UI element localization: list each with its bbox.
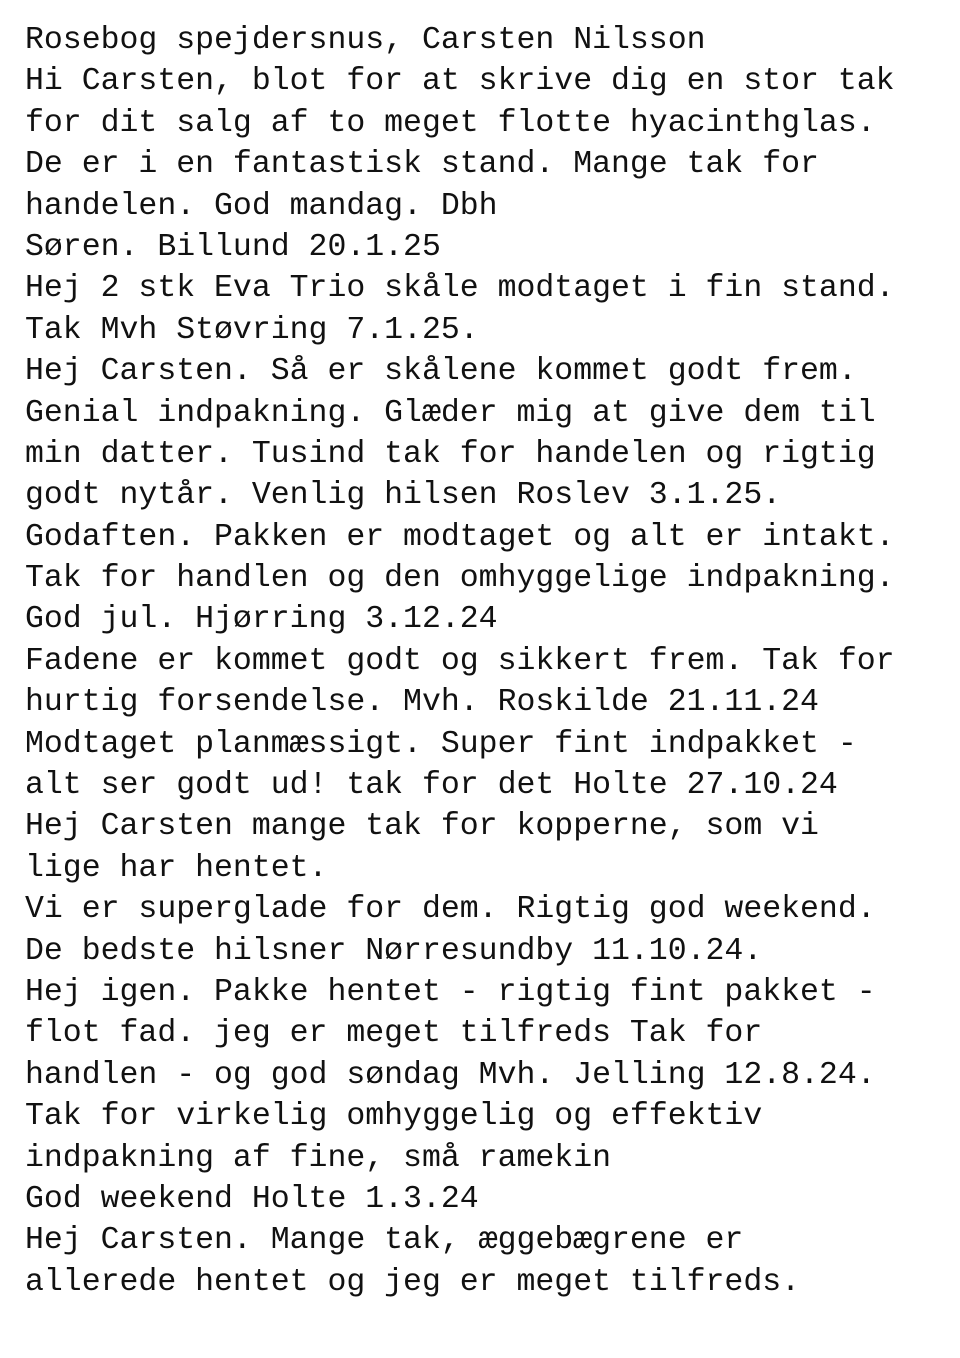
text-line: God weekend Holte 1.3.24	[25, 1181, 479, 1217]
text-line: Hej Carsten. Mange tak, æggebægrene er	[25, 1223, 744, 1259]
text-line: min datter. Tusind tak for handelen og rigtig	[25, 436, 876, 472]
text-line: Rosebog spejdersnus, Carsten Nilsson	[25, 23, 706, 58]
document-body	[25, 20, 942, 1303]
text-line: Hej Carsten mange tak for kopperne, som vi	[25, 809, 819, 845]
text-line: handelen. God mandag. Dbh	[25, 188, 498, 224]
text-line: Godaften. Pakken er modtaget og alt er intakt.	[25, 519, 895, 555]
text-line: God jul. Hjørring 3.12.24	[25, 602, 498, 638]
text-line: alt ser godt ud! tak for det Holte 27.10.24	[25, 768, 838, 804]
text-line: Vi er superglade for dem. Rigtig god weekend.	[25, 892, 876, 928]
text-line: hurtig forsendelse. Mvh. Roskilde 21.11.24	[25, 685, 819, 721]
text-line: Hej igen. Pakke hentet - rigtig fint pakket -	[25, 974, 876, 1010]
text-line: Søren. Billund 20.1.25	[25, 229, 441, 265]
text-line: Modtaget planmæssigt. Super fint indpakket -	[25, 726, 857, 762]
text-line: Hej Carsten. Så er skålene kommet godt frem.	[25, 354, 857, 390]
text-line: Hej 2 stk Eva Trio skåle modtaget i fin stand.	[25, 271, 895, 307]
text-line: godt nytår. Venlig hilsen Roslev 3.1.25.	[25, 478, 782, 514]
text-line: allerede hentet og jeg er meget tilfreds.	[25, 1264, 801, 1300]
text-line: Genial indpakning. Glæder mig at give dem til	[25, 395, 876, 431]
text-line: for dit salg af to meget flotte hyacinthglas.	[25, 105, 876, 141]
text-line: De bedste hilsner Nørresundby 11.10.24.	[25, 933, 763, 969]
text-line: Tak for virkelig omhyggelig og effektiv	[25, 1099, 763, 1135]
text-line: De er i en fantastisk stand. Mange tak for	[25, 147, 819, 183]
text-line: handlen - og god søndag Mvh. Jelling 12.8.24.	[25, 1057, 876, 1093]
text-line: Tak Mvh Støvring 7.1.25.	[25, 312, 479, 348]
text-line: Fadene er kommet godt og sikkert frem. Tak for	[25, 643, 895, 679]
text-line: lige har hentet.	[25, 850, 328, 886]
text-line: flot fad. jeg er meget tilfreds Tak for	[25, 1016, 763, 1052]
text-line: Hi Carsten, blot for at skrive dig en stor tak	[25, 64, 895, 100]
text-line: Tak for handlen og den omhyggelige indpakning.	[25, 561, 895, 597]
text-line: indpakning af fine, små ramekin	[25, 1140, 611, 1176]
